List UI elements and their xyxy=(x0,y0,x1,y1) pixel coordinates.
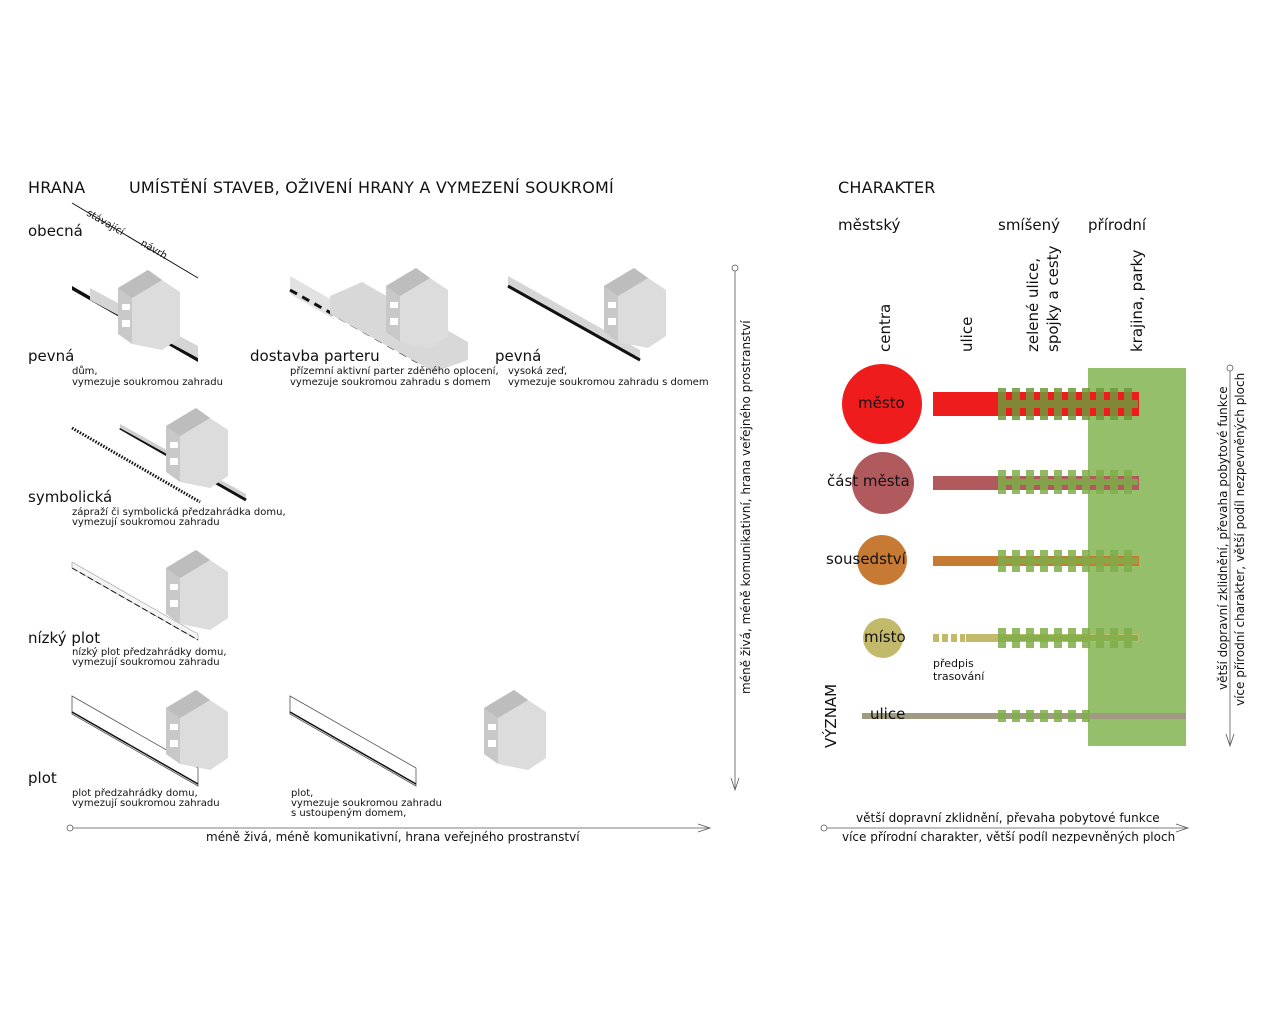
green-comb-2 xyxy=(998,470,1138,494)
note-trasovani: trasování xyxy=(933,670,985,683)
node-ulice: ulice xyxy=(870,705,906,723)
green-comb-3 xyxy=(998,550,1138,572)
label-vyznam: VÝZNAM xyxy=(822,683,840,748)
col-label-krajina: krajina, parky xyxy=(1128,249,1146,352)
green-comb-1 xyxy=(998,388,1138,420)
row-desc: vymezují soukromou zahradu xyxy=(72,657,220,668)
row-desc: s ustoupeným domem, xyxy=(291,808,407,819)
col-mestsky: městský xyxy=(838,216,901,234)
iso-nizky-plot xyxy=(72,550,228,640)
row-desc: nízký plot předzahrádky domu, xyxy=(72,647,227,658)
row-desc: dům, xyxy=(72,366,98,377)
row-desc: vymezuje soukromou zahradu xyxy=(72,377,223,388)
left-axis-right-label: méně živá, méně komunikativní, hrana veřejného prostranství xyxy=(739,320,753,694)
iso-pevna-1 xyxy=(72,270,198,362)
right-axis-bottom-label-1: větší dopravní zklidnění, převaha pobytové funkce xyxy=(856,811,1160,825)
node-sousedstvi: sousedství xyxy=(826,550,906,568)
col-label-spojky: spojky a cesty xyxy=(1044,245,1062,352)
row-desc: přízemní aktivní parter zděného oplocení, xyxy=(290,366,499,377)
iso-plot-2 xyxy=(290,690,546,786)
row-desc: vymezuje soukromou zahradu s domem xyxy=(508,377,709,388)
bar-ulice xyxy=(862,713,1186,719)
row-desc: vymezuje soukromou zahradu xyxy=(291,798,442,809)
row-desc: plot, xyxy=(291,788,314,799)
label-obecna: obecná xyxy=(28,222,83,240)
row-desc: vymezuje soukromou zahradu s domem xyxy=(290,377,491,388)
row-label-plot: plot xyxy=(28,769,57,787)
title-hrana: HRANA xyxy=(28,178,86,197)
green-comb-4 xyxy=(998,628,1138,648)
col-label-zelene-ulice: zelené ulice, xyxy=(1024,257,1042,352)
col-prirodni: přírodní xyxy=(1088,216,1147,234)
left-axis-bottom-label: méně živá, méně komunikativní, hrana veřejného prostranství xyxy=(206,830,580,844)
row-label-dostavba: dostavba parteru xyxy=(250,347,380,365)
row-desc: vymezují soukromou zahradu xyxy=(72,517,220,528)
legend-navrh: návrh xyxy=(138,238,169,262)
note-predpis: předpis xyxy=(933,657,974,670)
col-smiseny: smíšený xyxy=(998,216,1061,234)
row-label-pevna-2: pevná xyxy=(495,347,542,365)
right-axis-right-label-1: větší dopravní zklidnění, převaha pobytové funkce xyxy=(1216,386,1230,690)
right-axis-bottom-label-2: více přírodní charakter, větší podíl nezpevněných ploch xyxy=(842,830,1176,844)
col-label-ulice: ulice xyxy=(958,316,976,352)
title-charakter: CHARAKTER xyxy=(838,178,936,197)
row-label-symbolicka: symbolická xyxy=(28,488,113,506)
row-desc: vymezují soukromou zahradu xyxy=(72,798,220,809)
node-mesto: město xyxy=(858,394,905,412)
right-axis-right-label-2: více přírodní charakter, větší podíl nezpevněných ploch xyxy=(1233,372,1247,706)
row-desc: plot předzahrádky domu, xyxy=(72,788,198,799)
legend-stavajici: stávající xyxy=(84,208,126,239)
row-desc: vysoká zeď, xyxy=(508,366,568,377)
title-main: UMÍSTĚNÍ STAVEB, OŽIVENÍ HRANY A VYMEZENÍ SOUKROMÍ xyxy=(129,178,614,197)
row-desc: zápraží či symbolická předzahrádka domu, xyxy=(72,507,286,518)
row-label-nizky-plot: nízký plot xyxy=(28,629,101,647)
node-misto: místo xyxy=(864,628,906,646)
node-cast-mesta: část města xyxy=(827,472,910,490)
row-label-pevna: pevná xyxy=(28,347,75,365)
bar-misto-dashes xyxy=(933,634,965,642)
iso-plot-1 xyxy=(72,690,228,786)
col-label-centra: centra xyxy=(876,303,894,352)
